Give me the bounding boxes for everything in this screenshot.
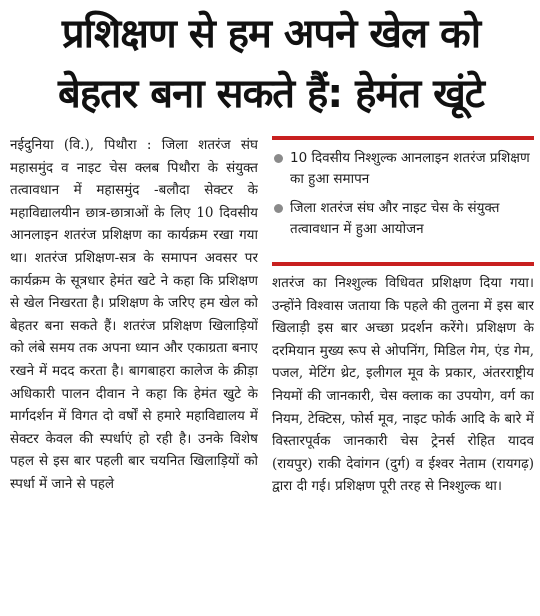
highlight-text: जिला शतरंज संघ और नाइट चेस के संयुक्त तत्वावधान में हुआ आयोजन — [290, 200, 500, 237]
highlight-item — [272, 148, 534, 190]
headline — [8, 4, 534, 124]
bullet-icon — [274, 154, 283, 163]
highlight-item — [272, 198, 534, 240]
article-body-right-column: शतरंज का निश्शुल्क विधिवत प्रशिक्षण दिया गया। उन्होंने विश्वास जताया कि पहले की तुलना में इस बार खिलाड़ी इस बार अच्छा प्रदर्शन करेंगे। प्रशिक्षण के दरमियान मुख्य रूप से ओपनिंग, मिडिल गेम, एंड गेम, पजल, मेटिंग थ्रेट, इलीगल मूव के प्रकार, अंतरराष्ट्रीय नियमों की जानकारी, चेस क्लाक का उपयोग, वर्ग का नियम, टेक्टिस, फोर्स मूव, नाइट फोर्क आदि के बारे में विस्तारपूर्वक जानकारी चेस ट्रेनर्स रोहित यादव (रायपुर) राकी देवांगन (दुर्ग) व ईश्वर नेताम (रायगढ़) द्वारा दी गई। प्रशिक्षण पूरी तरह से निश्शुल्क था। — [272, 275, 534, 495]
headline-line-1: प्रशिक्षण से हम अपने खेल को — [61, 11, 481, 57]
highlight-text: 10 दिवसीय निश्शुल्क आनलाइन शतरंज प्रशिक्षण का हुआ समापन — [290, 150, 530, 187]
highlight-top-rule — [272, 136, 534, 140]
highlight-bottom-rule — [272, 262, 534, 266]
headline-line-2: बेहतर बना सकते हैं: हेमंत खूंटे — [58, 71, 484, 117]
highlights-box — [272, 148, 534, 248]
article-body-left-column: नईदुनिया (वि.), पिथौरा : जिला शतरंज संघ महासमुंद व नाइट चेस क्लब पिथौरा के संयुक्त तत्वावधान में महासमुंद -बलौदा सेक्टर के महाविद्यालयीन छात्र-छात्राओं के लिए 10 दिवसीय आनलाइन शतरंज प्रशिक्षण का कार्यक्रम रखा गया था। शतरंज प्रशिक्षण-सत्र के समापन अवसर पर कार्यक्रम के सूत्रधार हेमंत खटे ने कहा कि प्रशिक्षण से खेल निखरता है। प्रशिक्षण के जरिए हम खेल को बेहतर बना सकते हैं। शतरंज प्रशिक्षण खिलाड़ियों को लंबे समय तक अपना ध्यान और एकाग्रता बनाए रखने में मदद करता है। बागबाहरा कालेज के क्रीड़ा अधिकारी पालन दीवान ने कहा कि हेमंत खुटे के मार्गदर्शन में विगत दो वर्षों से हमारे महाविद्यालय में सेक्टर केवल की स्पर्धाएं हो रही है। उनके विशेष पहल से इस बार पहली बार चयनित खिलाड़ियों को स्पर्धा में जाने से पहले — [10, 137, 258, 492]
bullet-icon — [274, 204, 283, 213]
